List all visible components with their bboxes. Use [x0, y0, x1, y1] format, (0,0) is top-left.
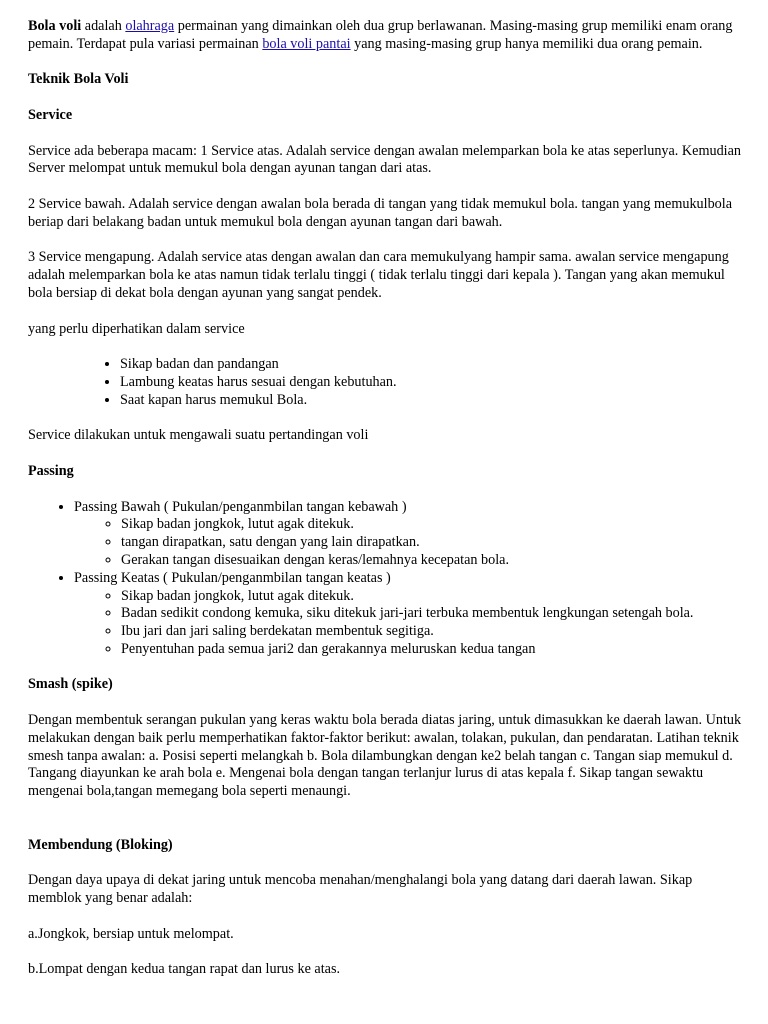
- list-item: ◦ tangan dirapatkan, satu dengan yang lain dirapatkan.: [121, 534, 744, 552]
- passing-atas-label: Passing Keatas ( Pukulan/penganmbilan tangan keatas ): [74, 569, 391, 586]
- heading-bloking: Membendung (Bloking): [28, 836, 173, 853]
- service-list: [28, 356, 744, 409]
- service-paragraph-3: 3 Service mengapung. Adalah service atas dengan awalan dan cara memukulyang hampir sama. awalan service mengapung adalah melemparkan bola ke atas namun tidak terlalu tinggi ( tidak terlalu tinggi dari kepala ). Tangan yang akan memukul bola bersiap di dekat bola dengan ayunan yang sangat pendek.: [28, 249, 729, 301]
- list-item: [74, 570, 744, 659]
- passing-atas-sublist: [74, 588, 744, 659]
- service-paragraph-1: Service ada beberapa macam: 1 Service atas. Adalah service dengan awalan melemparkan bola ke atas seperlunya. Kemudian Server melompat untuk memukul bola dengan ayunan tangan dari atas.: [28, 142, 741, 177]
- passing-list: [28, 499, 744, 659]
- list-item: ◦ Gerakan tangan disesuaikan dengan keras/lemahnya kecepatan bola.: [121, 552, 744, 570]
- list-item: • Saat kapan harus memukul Bola.: [120, 392, 744, 410]
- list-item: ◦ Sikap badan jongkok, lutut agak ditekuk.: [121, 516, 744, 534]
- list-item: ◦ Ibu jari dan jari saling berdekatan membentuk segitiga.: [121, 623, 744, 641]
- bloking-paragraph-2: a.Jongkok, bersiap untuk melompat.: [28, 925, 234, 942]
- intro-term: Bola voli: [28, 18, 82, 34]
- list-item: • Lambung keatas harus sesuai dengan kebutuhan.: [120, 374, 744, 392]
- bloking-paragraph-1: Dengan daya upaya di dekat jaring untuk mencoba menahan/menghalangi bola yang datang dari daerah lawan. Sikap memblok yang benar adalah:: [28, 872, 693, 907]
- intro-paragraph: [28, 18, 744, 54]
- list-item: ◦ Badan sedikit condong kemuka, siku ditekuk jari-jari terbuka membentuk lengkungan setengah bola.: [121, 605, 744, 623]
- link-bola-voli-pantai[interactable]: bola voli pantai: [262, 35, 351, 52]
- bloking-paragraph-3: b.Lompat dengan kedua tangan rapat dan lurus ke atas.: [28, 961, 341, 978]
- link-olahraga[interactable]: olahraga: [125, 18, 175, 34]
- intro-text-2: permainan yang dimainkan oleh dua grup berlawanan. Masing-masing grup memiliki enam orang pemain. Terdapat pula variasi permainan: [28, 18, 733, 52]
- passing-bawah-label: Passing Bawah ( Pukulan/penganmbilan tangan kebawah ): [74, 498, 407, 515]
- list-item: ◦ Penyentuhan pada semua jari2 dan gerakannya meluruskan kedua tangan: [121, 641, 744, 659]
- list-item: • Sikap badan dan pandangan: [120, 356, 744, 374]
- heading-teknik-bola-voli: Teknik Bola Voli: [28, 71, 129, 88]
- heading-service: Service: [28, 106, 73, 123]
- heading-passing: Passing: [28, 462, 74, 479]
- list-item: [74, 499, 744, 570]
- service-paragraph-5: Service dilakukan untuk mengawali suatu pertandingan voli: [28, 427, 369, 444]
- service-paragraph-4: yang perlu diperhatikan dalam service: [28, 320, 245, 337]
- list-item: ◦ Sikap badan jongkok, lutut agak ditekuk.: [121, 588, 744, 606]
- intro-text-3: yang masing-masing grup hanya memiliki dua orang pemain.: [350, 35, 703, 52]
- intro-text-1: adalah: [81, 18, 126, 34]
- service-paragraph-2: 2 Service bawah. Adalah service dengan awalan bola berada di tangan yang tidak memukul bola. tangan yang memukulbola beriap dari belakang badan untuk memukul bola dengan ayunan tangan dari bawah.: [28, 195, 733, 230]
- document-page: [28, 18, 744, 997]
- smash-paragraph: Dengan membentuk serangan pukulan yang keras waktu bola berada diatas jaring, untuk dimasukkan ke daerah lawan. Untuk melakukan dengan baik perlu memperhatikan faktor-faktor berikut: awalan, tolakan, pukulan, dan pendaratan. Latihan teknik smesh tanpa awalan: a. Posisi seperti melangkah b. Bola dilambungkan dengan ke2 belah tangan c. Tangan siap memukul d. Tangang diayunkan ke arah bola e. Mengenai bola dengan tangan terlanjur lurus di atas kepala f. Sikap tangan sewaktu mengenai bola,tangan memegang bola seperti menaungi.: [28, 712, 742, 800]
- heading-smash: Smash (spike): [28, 676, 113, 693]
- passing-bawah-sublist: [74, 516, 744, 569]
